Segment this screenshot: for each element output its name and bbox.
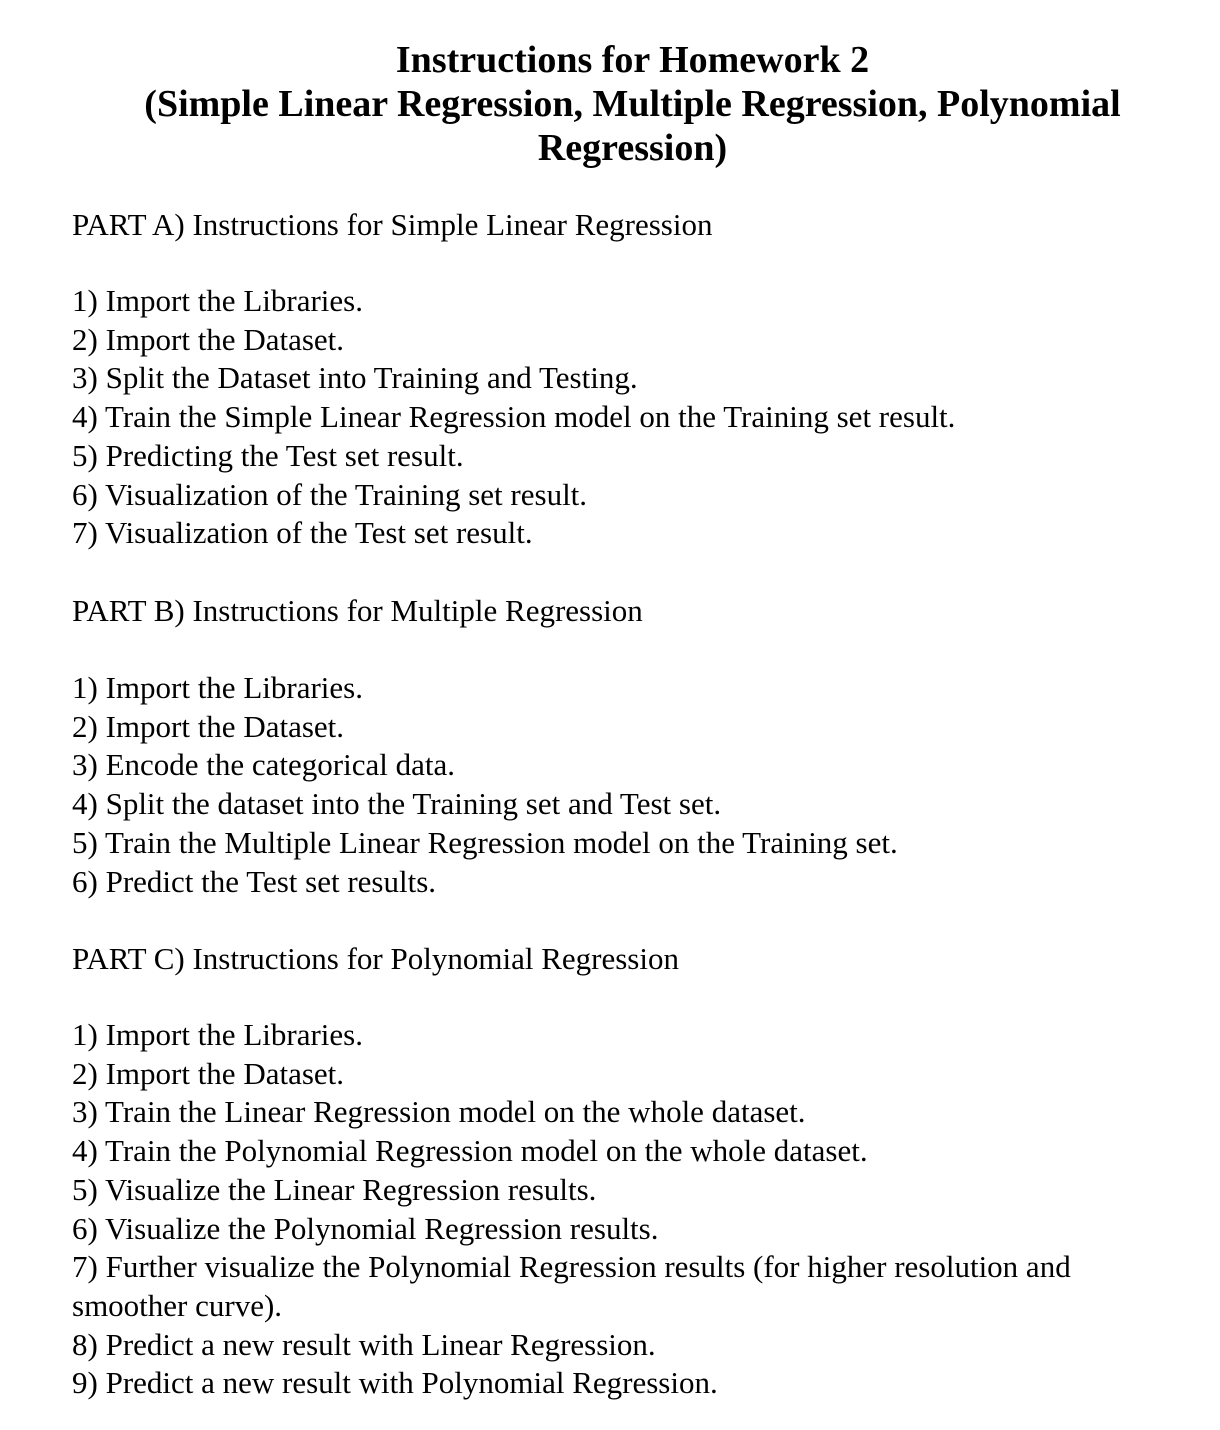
part-b-heading: PART B) Instructions for Multiple Regression bbox=[72, 593, 643, 628]
part-b-steps bbox=[72, 669, 1182, 901]
part-c-step: 7) Further visualize the Polynomial Regression results (for higher resolution and smoother curve). bbox=[72, 1249, 1071, 1323]
part-a-step: 3) Split the Dataset into Training and Testing. bbox=[72, 360, 638, 396]
title-line-2: (Simple Linear Regression, Multiple Regression, Polynomial bbox=[144, 83, 1121, 125]
part-c-step: 6) Visualize the Polynomial Regression results. bbox=[72, 1210, 659, 1246]
part-c-step: 2) Import the Dataset. bbox=[72, 1055, 345, 1091]
part-b-step: 2) Import the Dataset. bbox=[72, 708, 345, 744]
part-a-step: 6) Visualization of the Training set result. bbox=[72, 476, 588, 512]
document-title bbox=[60, 38, 1205, 170]
part-c-step: 9) Predict a new result with Polynomial Regression. bbox=[72, 1365, 718, 1401]
part-a-step: 4) Train the Simple Linear Regression model on the Training set result. bbox=[72, 399, 956, 435]
part-a-step: 2) Import the Dataset. bbox=[72, 321, 345, 357]
part-a-step: 1) Import the Libraries. bbox=[72, 283, 363, 318]
title-line-3: Regression) bbox=[537, 127, 728, 169]
part-b-step: 3) Encode the categorical data. bbox=[72, 747, 455, 783]
part-b-step: 5) Train the Multiple Linear Regression model on the Training set. bbox=[72, 824, 898, 860]
part-a-step: 5) Predicting the Test set result. bbox=[72, 437, 464, 473]
part-b-step: 1) Import the Libraries. bbox=[72, 670, 363, 705]
part-a-steps bbox=[72, 282, 1182, 553]
part-c-step: 8) Predict a new result with Linear Regression. bbox=[72, 1326, 656, 1362]
part-a-step: 7) Visualization of the Test set result. bbox=[72, 515, 533, 551]
part-a-heading: PART A) Instructions for Simple Linear Regression bbox=[72, 207, 713, 242]
part-c-steps bbox=[72, 1016, 1182, 1403]
part-b-step: 4) Split the dataset into the Training set and Test set. bbox=[72, 786, 722, 822]
part-c-step: 3) Train the Linear Regression model on the whole dataset. bbox=[72, 1094, 806, 1130]
part-b-step: 6) Predict the Test set results. bbox=[72, 863, 437, 899]
title-line-1: Instructions for Homework 2 bbox=[395, 39, 870, 81]
part-c-step: 1) Import the Libraries. bbox=[72, 1017, 363, 1052]
part-c-heading: PART C) Instructions for Polynomial Regression bbox=[72, 941, 679, 976]
part-c-step: 5) Visualize the Linear Regression results. bbox=[72, 1171, 597, 1207]
part-c-step: 4) Train the Polynomial Regression model on the whole dataset. bbox=[72, 1133, 868, 1169]
